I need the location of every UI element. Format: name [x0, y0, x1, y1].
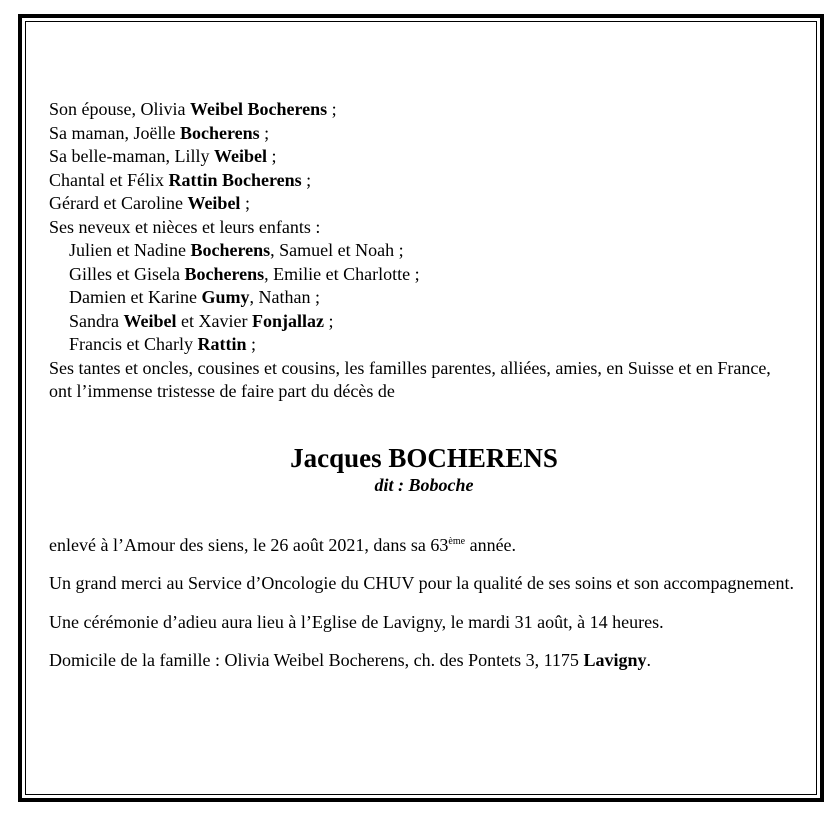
thanks-paragraph: Un grand merci au Service d’Oncologie du CHUV pour la qualité de ses soins et son accompagnement.	[49, 573, 794, 593]
family-line-relatives: Ses tantes et oncles, cousines et cousins, les familles parentes, alliées, amies, en Suisse et en France,	[49, 357, 771, 378]
nephew-line-julien	[49, 239, 799, 263]
surname: Rattin Bocherens	[168, 169, 302, 190]
text: , Samuel et Noah ;	[270, 240, 404, 260]
family-line-mother	[49, 122, 799, 146]
surname: Bocherens	[179, 122, 260, 143]
text: , Nathan ;	[249, 287, 320, 307]
text: Sandra	[69, 310, 124, 331]
nephew-line-sandra	[49, 310, 799, 334]
address-paragraph	[49, 649, 799, 673]
town: Lavigny	[583, 650, 647, 670]
family-line-nephews-heading: Ses neveux et nièces et leurs enfants :	[49, 216, 321, 237]
text: Gilles et Gisela	[69, 263, 185, 284]
text: enlevé à l’Amour des siens, le 26 août 2021, dans sa 63	[49, 534, 449, 555]
announcement-line: ont l’immense tristesse de faire part du décès de	[49, 381, 395, 401]
text: Francis et Charly	[69, 334, 198, 354]
notice-content	[49, 98, 799, 673]
text: ;	[246, 334, 256, 354]
surname: Weibel Bocherens	[190, 99, 328, 119]
nephew-line-francis	[49, 333, 799, 357]
family-line-chantal	[49, 169, 799, 193]
nephew-line-gilles	[49, 263, 799, 287]
text: ;	[327, 99, 337, 119]
text: Son épouse, Olivia	[49, 99, 190, 119]
surname: Weibel	[213, 146, 267, 166]
deceased-name: Jacques BOCHERENS	[290, 442, 558, 473]
text: , Emilie et Charlotte ;	[264, 263, 420, 284]
family-line-gerard	[49, 192, 799, 216]
surname: Gumy	[201, 287, 250, 307]
outer-border	[18, 14, 824, 802]
text: Sa maman, Joëlle	[49, 122, 180, 143]
text: Gérard et Caroline	[49, 193, 188, 213]
text: Julien et Nadine	[69, 240, 191, 260]
surname: Weibel	[187, 193, 241, 213]
surname: Rattin	[197, 334, 247, 354]
text: ;	[323, 310, 334, 331]
surname: Weibel	[123, 310, 177, 331]
deceased-nickname: dit : Boboche	[374, 474, 474, 495]
surname: Fonjallaz	[251, 310, 324, 331]
family-line-mother-in-law	[49, 145, 799, 169]
inner-border	[25, 21, 817, 795]
text: Domicile de la famille : Olivia Weibel Bocherens, ch. des Pontets 3, 1175	[49, 650, 584, 670]
text: ;	[240, 193, 250, 213]
text: ;	[266, 146, 277, 166]
death-paragraph	[49, 534, 799, 558]
ceremony-paragraph: Une cérémonie d’adieu aura lieu à l’Eglise de Lavigny, le mardi 31 août, à 14 heures.	[49, 611, 664, 632]
family-line-wife	[49, 98, 799, 122]
text: Sa belle-maman, Lilly	[49, 146, 214, 166]
surname: Bocherens	[190, 240, 271, 260]
text: Chantal et Félix	[49, 169, 169, 190]
text: et Xavier	[176, 310, 252, 331]
text: année.	[465, 534, 517, 555]
nephew-line-damien	[49, 286, 799, 310]
surname: Bocherens	[184, 263, 265, 284]
superscript: ème	[448, 535, 466, 547]
text: ;	[259, 122, 270, 143]
text: ;	[301, 169, 312, 190]
text: Damien et Karine	[69, 287, 202, 307]
text: .	[646, 650, 651, 670]
